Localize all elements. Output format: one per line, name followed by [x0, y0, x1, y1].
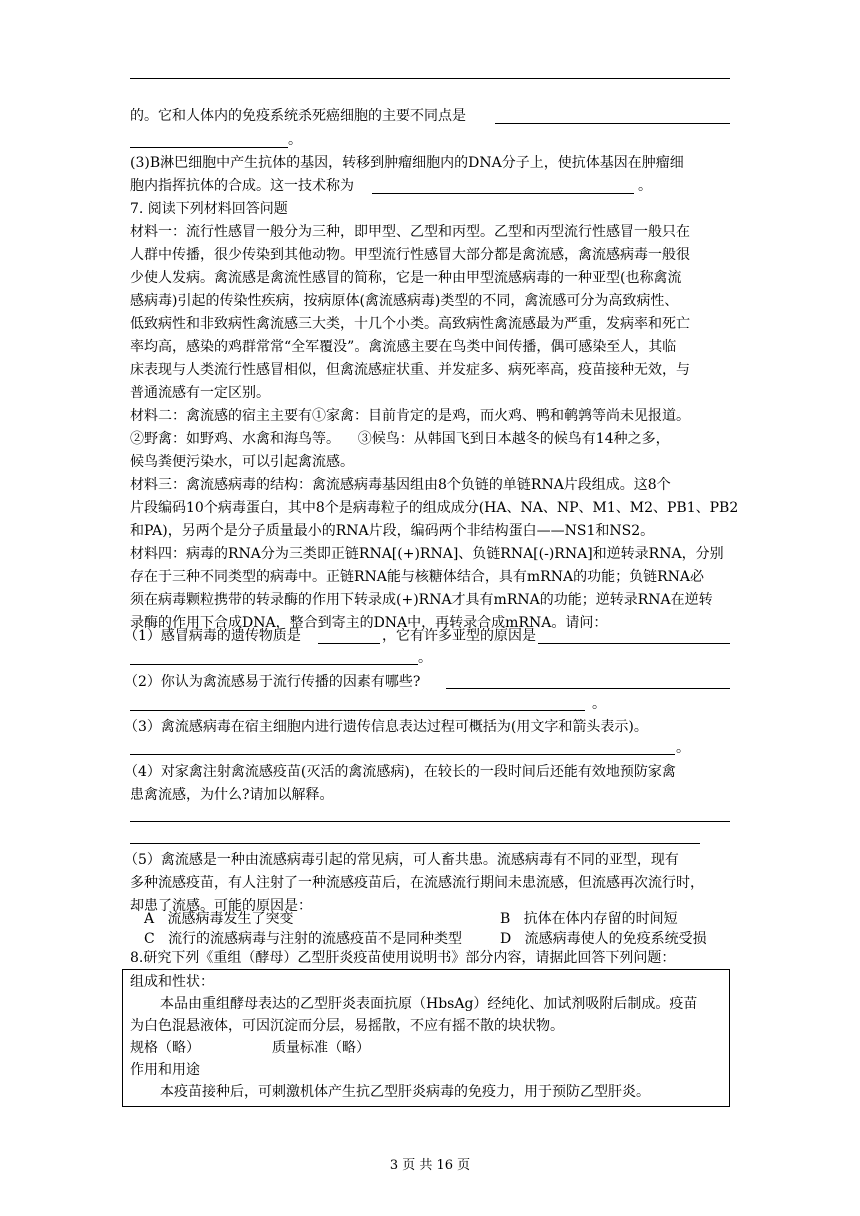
text-line: 和PA)，另两个是分子质量最小的RNA片段，编码两个非结构蛋白——NS1和NS2。: [130, 523, 655, 539]
text-line: 。: [676, 740, 690, 756]
question-2: （2）你认为禽流感易于流行传播的因素有哪些?: [124, 674, 421, 690]
box-spec: 规格（略）: [130, 1040, 200, 1056]
text-line: 却患了流感。可能的原因是：: [130, 898, 312, 914]
text-line: 多种流感疫苗，有人注射了一种流感疫苗后，在流感流行期间未患流感，但流感再次流行时，: [130, 875, 704, 891]
text-line: 材料三：禽流感病毒的结构：禽流感病毒基因组由8个负链的单链RNA片段组成。这8个: [130, 477, 671, 493]
answer-blank: [495, 123, 730, 124]
text-line: 。: [288, 132, 302, 148]
answer-blank: [130, 147, 288, 148]
box-text: 为白色混悬液体，可因沉淀而分层，易摇散，不应有摇不散的块状物。: [130, 1018, 564, 1034]
option-a: A 流感病毒发生了突变: [144, 911, 294, 927]
text-line: 候鸟粪便污染水，可以引起禽流感。: [130, 454, 354, 470]
text-line: 感病毒)引起的传染性疾病，按病原体(禽流感病毒)类型的不同，禽流感可分为高致病性、: [130, 293, 679, 309]
question-4: （4）对家禽注射禽流感疫苗(灭活的禽流感病)，在较长的一段时间后还能有效地预防家禽: [124, 764, 676, 780]
text-line: 人群中传播，很少传染到其他动物。甲型流行性感冒大部分都是禽流感，禽流感病毒一般很: [130, 247, 690, 263]
answer-blank: [130, 710, 585, 711]
answer-blank: [130, 843, 700, 844]
text-line: 材料二：禽流感的宿主主要有①家禽：目前肯定的是鸡，而火鸡、鸭和鹌鹑等尚未见报道。: [130, 408, 690, 424]
text-line: 须在病毒颗粒携带的转录酶的作用下转录成(+)RNA才具有mRNA的功能；逆转录RNA在逆转: [130, 592, 713, 608]
answer-blank: [446, 688, 730, 689]
text-line: 胞内指挥抗体的合成。这一技术称为: [130, 178, 354, 194]
question-1: （1）感冒病毒的遗传物质是: [124, 628, 301, 644]
text-line: ②野禽：如野鸡、水禽和海鸟等。 ③候鸟：从韩国飞到日本越冬的候鸟有14种之多，: [130, 431, 670, 447]
option-b: B 抗体在体内存留的时间短: [500, 911, 678, 927]
question-heading: 7. 阅读下列材料回答问题: [130, 201, 288, 217]
answer-blank: [130, 821, 730, 822]
answer-blank: [372, 193, 634, 194]
option-d: D 流感病毒使人的免疫系统受损: [500, 931, 707, 947]
text-line: 录酶的作用下合成DNA，整合到寄主的DNA中，再转录合成mRNA。请问：: [130, 615, 608, 631]
text-line: 。: [592, 696, 606, 712]
text-line: 。: [638, 178, 652, 194]
box-heading: 组成和性状：: [130, 974, 214, 990]
top-answer-line: [130, 78, 730, 79]
text-line: 少使人发病。禽流感是禽流性感冒的简称，它是一种由甲型流感病毒的一种亚型(也称禽流: [130, 270, 682, 286]
box-text: 本品由重组酵母表达的乙型肝炎表面抗原（HbsAg）经纯化、加试剂吸附后制成。疫苗: [160, 996, 698, 1012]
question-8-heading: 8.研究下列《重组（酵母）乙型肝炎疫苗使用说明书》部分内容，请据此回答下列问题：: [130, 950, 676, 966]
answer-blank: [318, 643, 380, 644]
text-line: ，它有许多亚型的原因是: [382, 628, 536, 644]
question-3: （3）禽流感病毒在宿主细胞内进行遗传信息表达过程可概括为(用文字和箭头表示)。: [124, 719, 648, 735]
text-line: 片段编码10个病毒蛋白，其中8个是病毒粒子的组成成分(HA、NA、NP、M1、M2、PB1、PB2: [130, 500, 739, 516]
answer-blank: [130, 664, 418, 665]
text-line: 低致病性和非致病性禽流感三大类，十几个小类。高致病性禽流感最为严重，发病率和死亡: [130, 316, 690, 332]
question-5: （5）禽流感是一种由流感病毒引起的常见病，可人畜共患。流感病毒有不同的亚型，现有: [124, 852, 679, 868]
page-footer: 3 页 共 16 页: [389, 1158, 471, 1173]
text-line: 材料一：流行性感冒一般分为三种，即甲型、乙型和丙型。乙型和丙型流行性感冒一般只在: [130, 224, 690, 240]
text-line: 率均高，感染的鸡群常常“全军覆没”。禽流感主要在鸟类中间传播，偶可感染至人，其临: [130, 339, 677, 355]
text-line: 的。它和人体内的免疫系统杀死癌细胞的主要不同点是: [130, 108, 466, 124]
box-heading: 作用和用途: [130, 1062, 200, 1078]
text-line: 患禽流感，为什么?请加以解释。: [130, 787, 334, 803]
text-line: 。: [418, 650, 432, 666]
text-line: 床表现与人类流行性感冒相似，但禽流感症状重、并发症多、病死率高，疫苗接种无效，与: [130, 362, 690, 378]
option-c: C 流行的流感病毒与注射的流感疫苗不是同种类型: [144, 931, 463, 947]
answer-blank: [538, 643, 730, 644]
text-line: (3)B淋巴细胞中产生抗体的基因，转移到肿瘤细胞内的DNA分子上，使抗体基因在肿瘤细: [130, 155, 684, 171]
box-text: 本疫苗接种后，可刺激机体产生抗乙型肝炎病毒的免疫力，用于预防乙型肝炎。: [160, 1084, 650, 1100]
text-line: 存在于三种不同类型的病毒中。正链RNA能与核糖体结合，具有mRNA的功能；负链RNA必: [130, 569, 704, 585]
text-line: 普通流感有一定区别。: [130, 385, 270, 401]
box-quality: 质量标准（略）: [272, 1040, 370, 1056]
text-line: 材料四：病毒的RNA分为三类即正链RNA[(+)RNA]、负链RNA[(-)RNA]和逆转录RNA，分别: [130, 546, 724, 562]
answer-blank: [130, 754, 675, 755]
